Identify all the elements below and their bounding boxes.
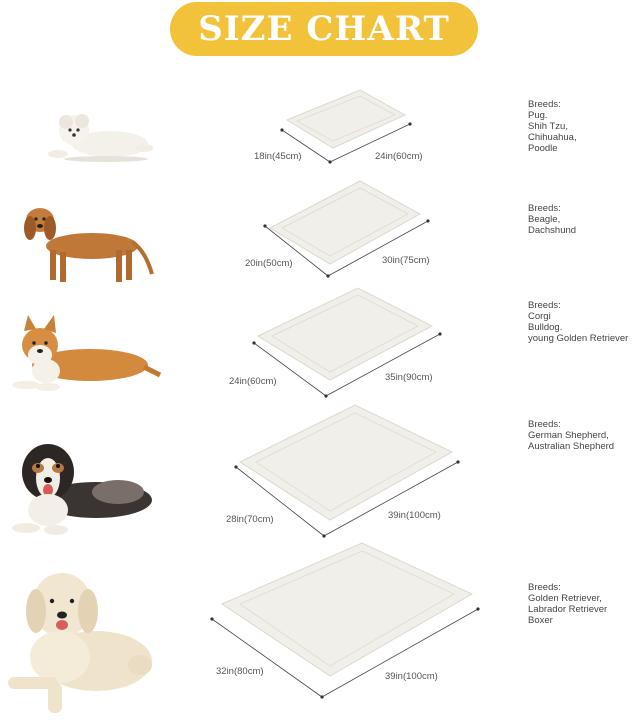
breeds-heading: Breeds: xyxy=(528,419,561,430)
breed-item: Bulldog. xyxy=(528,322,563,333)
breed-item: Dachshund xyxy=(528,225,577,236)
breeds-heading: Breeds: xyxy=(528,99,561,110)
breed-item: Australian Shepherd xyxy=(528,441,615,452)
breed-item: Chihuahua, xyxy=(528,132,577,143)
breed-item: Poodle xyxy=(528,143,558,154)
bed-length-label: 39in(100cm) xyxy=(388,510,441,521)
breed-item: Shih Tzu, xyxy=(528,121,568,132)
bed-width-label: 24in(60cm) xyxy=(229,376,277,387)
bed-width-label: 20in(50cm) xyxy=(245,258,293,269)
bed-width-label: 28in(70cm) xyxy=(226,514,274,525)
bed-width-label: 18in(45cm) xyxy=(254,151,302,162)
bed-length-label: 30in(75cm) xyxy=(382,255,430,266)
breed-item: Beagle, xyxy=(528,214,561,225)
bed-length-label: 35in(90cm) xyxy=(385,372,433,383)
page-title: SIZE CHART xyxy=(198,9,450,49)
breed-item: Corgi xyxy=(528,311,551,322)
breed-item: young Golden Retriever xyxy=(528,333,629,344)
breeds-heading: Breeds: xyxy=(528,300,561,311)
breeds-heading: Breeds: xyxy=(528,582,561,593)
bed-width-label: 32in(80cm) xyxy=(216,666,264,677)
breed-item: Golden Retriever, xyxy=(528,593,602,604)
breeds-list xyxy=(528,582,607,626)
bed-length-label: 39in(100cm) xyxy=(385,671,438,682)
breed-item: German Shepherd, xyxy=(528,430,609,441)
breed-item: Pug. xyxy=(528,110,548,121)
breed-item: Labrador Retriever xyxy=(528,604,608,615)
breeds-heading: Breeds: xyxy=(528,203,561,214)
bed-length-label: 24in(60cm) xyxy=(375,151,423,162)
breed-item: Boxer xyxy=(528,615,553,626)
